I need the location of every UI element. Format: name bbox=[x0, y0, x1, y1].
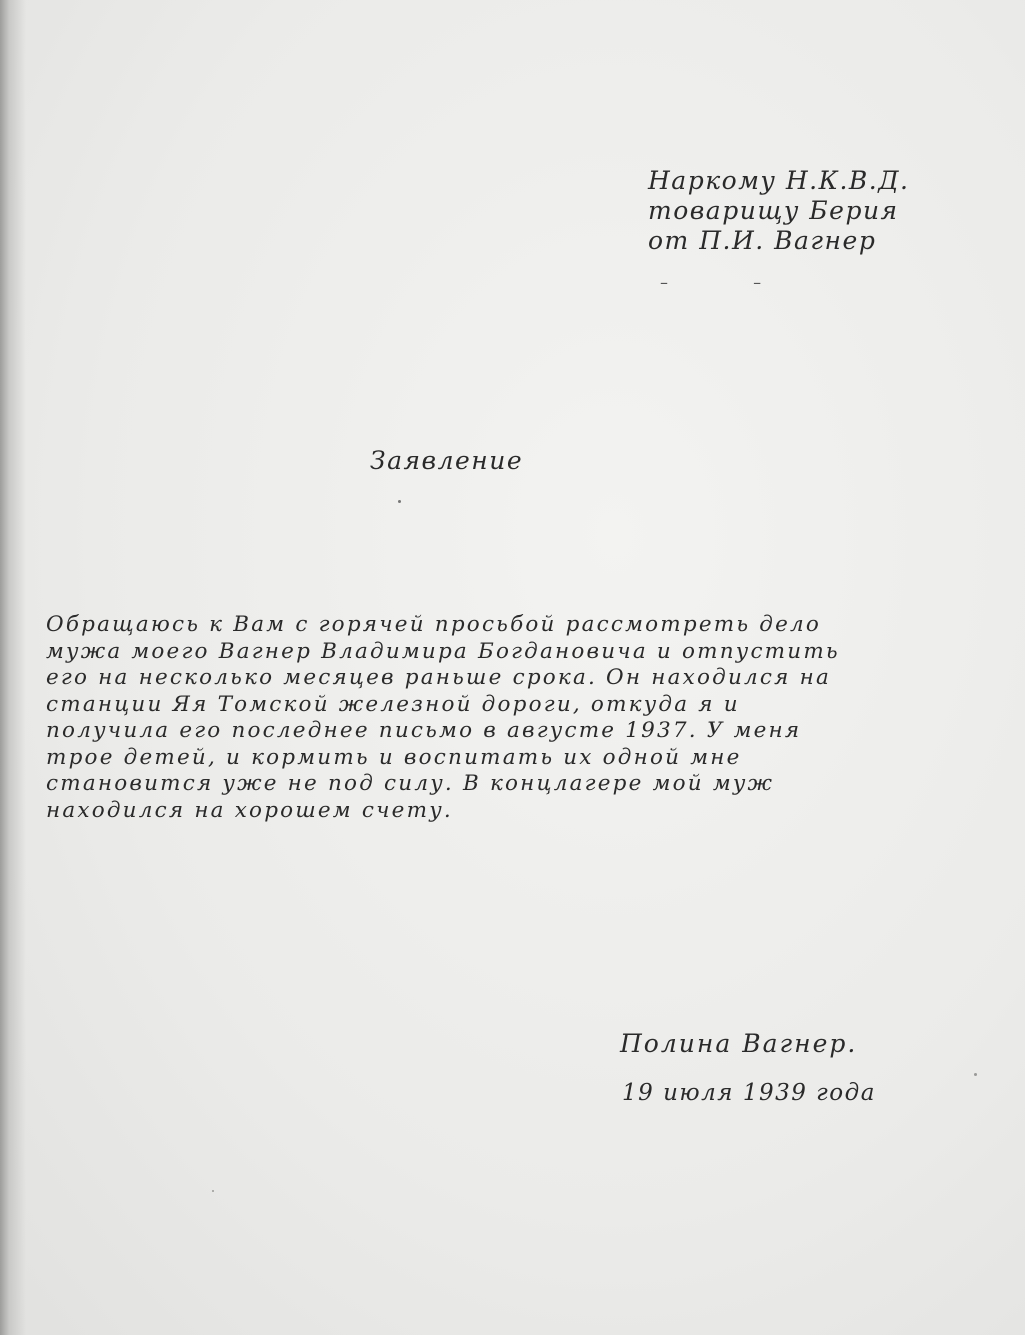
body-line: Обращаюсь к Вам с горячей просьбой рассмотреть дело bbox=[46, 612, 822, 637]
document-title: Заявление bbox=[370, 446, 524, 475]
page-edge-shadow bbox=[0, 0, 26, 1335]
ink-dot bbox=[398, 500, 401, 503]
letter-body bbox=[46, 612, 840, 824]
body-line: получила его последнее письмо в августе 1937. У меня bbox=[46, 718, 802, 743]
addressee-line: от П.И. Вагнер bbox=[648, 226, 877, 255]
body-line: его на несколько месяцев раньше срока. Он находился на bbox=[46, 665, 831, 690]
body-line: трое детей, и кормить и воспитать их одной мне bbox=[46, 744, 742, 770]
signature: Полина Вагнер. bbox=[620, 1029, 858, 1058]
body-line: становится уже не под силу. В концлагере мой муж bbox=[46, 771, 775, 796]
addressee-block bbox=[648, 166, 910, 256]
addressee-line: товарищу Берия bbox=[648, 196, 899, 225]
letter-date: 19 июля 1939 года bbox=[622, 1080, 876, 1106]
paper-speck bbox=[212, 1190, 214, 1192]
paper-speck bbox=[974, 1073, 977, 1076]
body-line: станции Яя Томской железной дороги, откуда я и bbox=[46, 691, 740, 717]
addressee-line: Наркому Н.К.В.Д. bbox=[648, 166, 910, 195]
body-line: мужа моего Вагнер Владимира Богдановича и отпустить bbox=[46, 638, 840, 664]
dash-marks: – – bbox=[660, 273, 802, 292]
body-line: находился на хорошем счету. bbox=[46, 797, 453, 823]
